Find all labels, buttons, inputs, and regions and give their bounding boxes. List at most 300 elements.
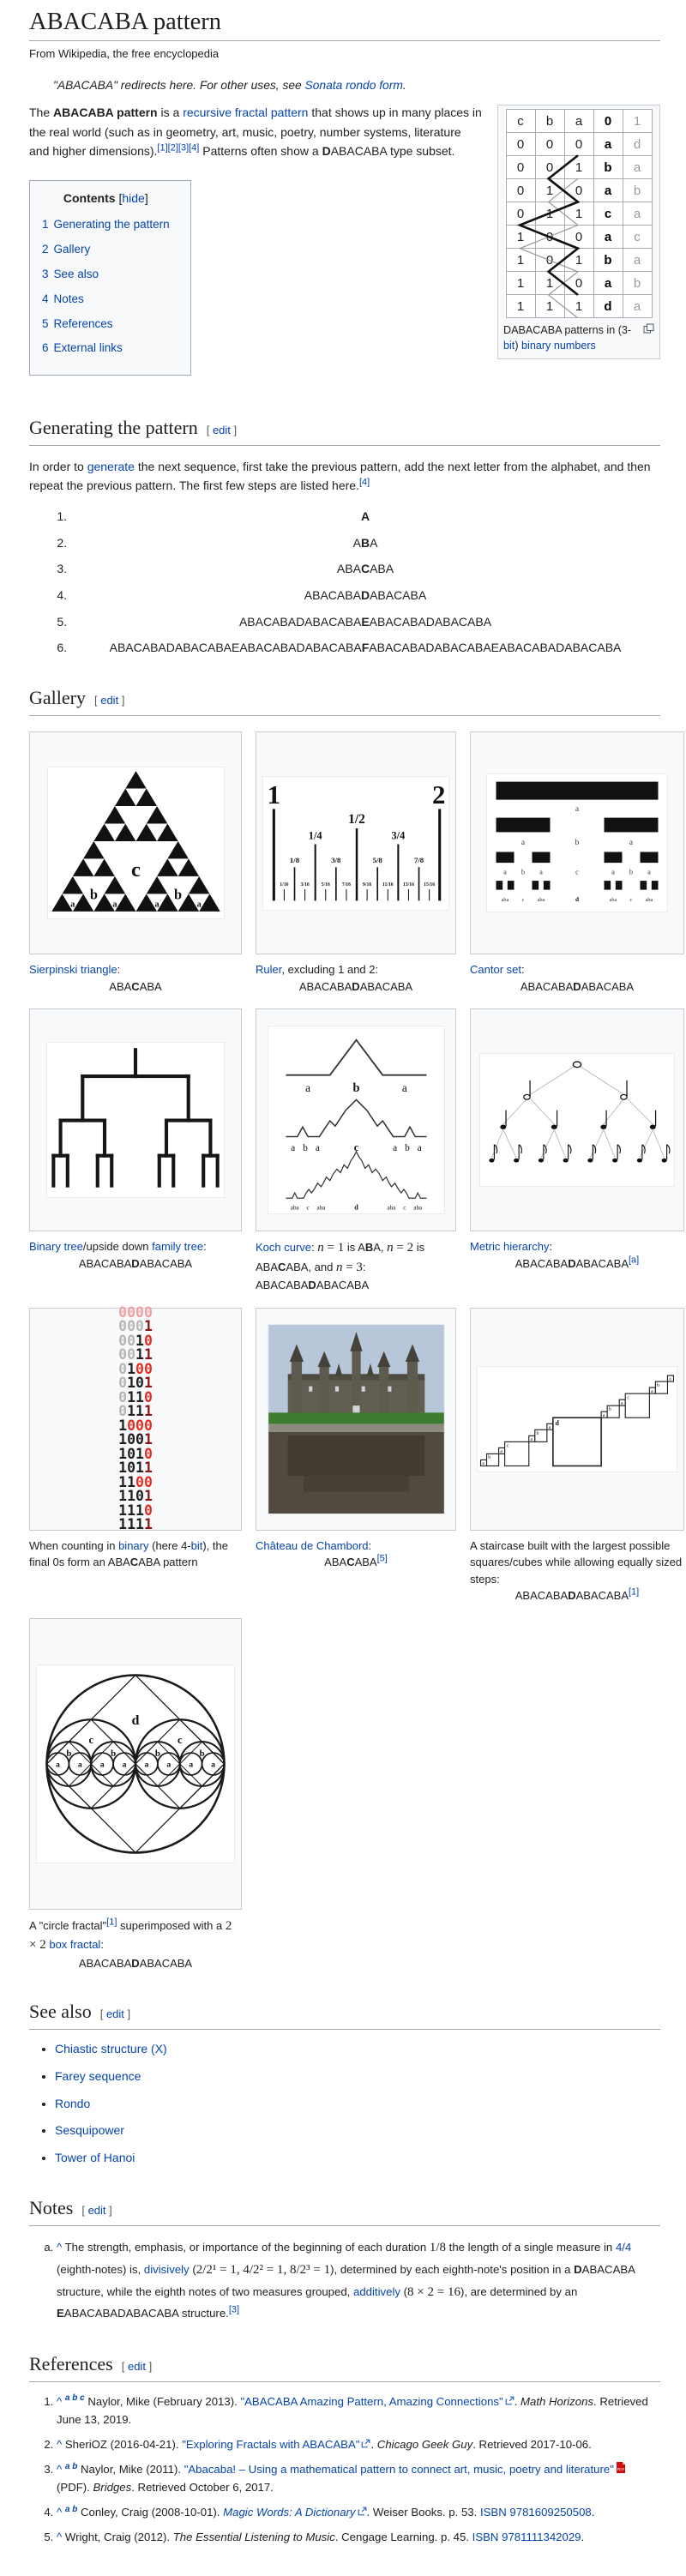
binary-digit: 0 <box>127 1445 135 1462</box>
text-run: When counting in <box>29 1538 119 1552</box>
gallery-item <box>256 731 456 995</box>
figure-label: a <box>539 868 543 876</box>
gallery-image-frame[interactable] <box>256 1008 456 1231</box>
ref-marker[interactable] <box>178 143 189 153</box>
figure-label: a <box>290 1142 295 1153</box>
binary-digit: 0 <box>143 1473 153 1490</box>
table-cell: d <box>623 133 652 156</box>
text-run: A "circle fractal" <box>29 1918 107 1932</box>
ref-link[interactable]: [4] <box>189 142 200 153</box>
toc-item-notes[interactable] <box>42 291 170 309</box>
figure-label: c <box>629 897 633 904</box>
magnify-icon[interactable] <box>643 323 654 339</box>
ref-link[interactable]: [4] <box>358 477 370 488</box>
text-run: C <box>346 1556 355 1569</box>
figure-label: a <box>211 1760 216 1770</box>
gallery-caption <box>470 1538 684 1604</box>
table-cell: a <box>623 249 652 272</box>
binary-digit: 1 <box>135 1388 144 1405</box>
figure-label: 1/4 <box>308 828 322 841</box>
toc-hide-link[interactable]: hide <box>122 191 145 206</box>
wiki-link[interactable]: ISBN <box>472 2531 499 2544</box>
wiki-link[interactable]: binary numbers <box>521 339 596 352</box>
edit-link[interactable]: edit <box>105 2007 124 2021</box>
text-run: C <box>131 979 140 993</box>
figure-label: c <box>506 1443 509 1449</box>
figure-label: a <box>629 839 634 848</box>
text-run: Chicago Geek Guy <box>376 2437 473 2451</box>
text-run: . <box>581 2531 585 2544</box>
section-heading-see-also: See also [ edit ] <box>29 1997 660 2030</box>
ref-link[interactable]: [1] <box>629 1586 640 1598</box>
figure-label: a <box>392 1142 397 1153</box>
text-run: ABACABA <box>139 1956 193 1970</box>
wiki-link[interactable]: ^ <box>57 2394 63 2408</box>
wiki-link[interactable]: Metric hierarchy <box>470 1240 550 1254</box>
table-cell: 1 <box>623 110 652 133</box>
wiki-link[interactable]: Binary tree <box>29 1240 83 1254</box>
gallery-image-frame[interactable] <box>256 1308 456 1531</box>
ruler-figure[interactable] <box>263 777 448 910</box>
ref-marker[interactable] <box>106 1917 117 1927</box>
text-run: D <box>352 979 360 993</box>
wiki-link[interactable]: bit <box>190 1538 203 1552</box>
text-run: = 3 <box>342 1260 363 1274</box>
figure-label: b <box>66 1748 72 1759</box>
wiki-link[interactable]: additively <box>353 2285 400 2299</box>
binary-digit: 1 <box>143 1318 153 1335</box>
text-run: 8 × 2 = 16 <box>407 2285 460 2300</box>
text-run: : <box>521 963 525 977</box>
table-cell: b <box>623 179 652 202</box>
wiki-link[interactable]: "Exploring Fractals with ABACABA" <box>182 2438 370 2451</box>
text-run: E <box>57 2307 64 2320</box>
figure-label: aba <box>609 897 617 904</box>
ref-marker[interactable] <box>168 143 178 153</box>
text-run: ABA pattern <box>138 1556 198 1569</box>
figure-label: b <box>521 868 526 876</box>
gallery-image-frame[interactable] <box>470 1308 684 1531</box>
wiki-link[interactable]: Sesquipower <box>55 2123 124 2138</box>
wiki-link[interactable]: ^ <box>57 2531 63 2544</box>
list-item <box>55 2149 660 2168</box>
text-run: 2/2¹ = 1, 4/2² = 1, 8/2³ = 1 <box>196 2262 331 2277</box>
text-run: is a <box>157 105 184 120</box>
text-run: ABACABA <box>575 1256 629 1270</box>
binary-digit: 1 <box>143 1375 153 1392</box>
wiki-link[interactable]: 9781111342029 <box>502 2531 581 2544</box>
text-run: Naylor, Mike (2011). <box>77 2463 184 2476</box>
figure-label: a <box>482 1460 484 1466</box>
text-run: superimposed with a <box>117 1918 226 1932</box>
text-run: ABACABADABACABA <box>369 614 492 629</box>
wiki-link[interactable]: ^ <box>57 2463 63 2476</box>
wiki-link[interactable]: Cantor set <box>470 963 521 977</box>
toc-link[interactable]: 3 See also <box>42 267 99 280</box>
toc-link[interactable]: 5 References <box>42 316 113 330</box>
figure-label: a <box>401 1081 407 1095</box>
figure-label: aba <box>645 897 653 904</box>
figure-label: 1/8 <box>289 855 300 864</box>
figure-label: 11/16 <box>382 882 394 888</box>
binary-digit: 0 <box>127 1417 135 1434</box>
text-run: In order to <box>29 460 87 474</box>
text-run: D <box>131 1256 140 1270</box>
notes-list <box>29 2236 660 2324</box>
references-list <box>29 2392 660 2547</box>
infobox <box>497 105 660 359</box>
binary-tree-figure[interactable] <box>47 1043 224 1197</box>
cantor-set-figure[interactable] <box>487 774 667 912</box>
ref-link[interactable]: [3] <box>178 142 190 153</box>
binary-table-figure[interactable] <box>505 109 653 318</box>
ref-marker[interactable] <box>189 143 199 153</box>
figure-label: c <box>88 1733 94 1746</box>
gallery-caption <box>29 1538 242 1571</box>
toc-item-references[interactable] <box>42 316 170 334</box>
text-run: E <box>361 614 370 629</box>
binary-digit: 1 <box>118 1473 128 1490</box>
edit-link[interactable]: edit <box>87 2203 106 2217</box>
text-run: the length of a single measure in <box>446 2240 616 2254</box>
figure-label: a <box>602 1412 605 1418</box>
text-run: ABACABA <box>298 979 352 993</box>
gallery-item <box>470 1308 684 1604</box>
figure-label: c <box>130 858 141 882</box>
wiki-link[interactable]: Farey sequence <box>55 2068 141 2083</box>
backref-letters[interactable]: a b <box>64 2461 78 2471</box>
text-run: n <box>335 1260 343 1274</box>
wiki-link[interactable]: Château de Chambord <box>256 1538 369 1552</box>
figure-label: a <box>111 900 117 910</box>
gallery-image-frame[interactable] <box>29 1008 242 1231</box>
ref-marker[interactable] <box>359 478 370 488</box>
sequence-step <box>70 639 660 658</box>
text-run: A staircase built with the largest possible squares/cubes while allowing equally sized steps: <box>470 1538 683 1586</box>
figure-label: c <box>627 1394 629 1400</box>
gallery-image-frame[interactable] <box>256 731 456 954</box>
text-run: Wright, Craig (2012). <box>62 2531 173 2544</box>
toc-item-external-links[interactable] <box>42 340 170 358</box>
text-run: C <box>129 1556 139 1569</box>
wiki-link[interactable]: 4/4 <box>615 2240 632 2254</box>
ref-link[interactable]: [2] <box>167 142 178 153</box>
chateau-photo[interactable] <box>268 1325 444 1514</box>
hatnote <box>29 76 660 94</box>
text-run: (PDF). <box>57 2481 93 2495</box>
wiki-link[interactable]: Magic Words: A Dictionary <box>223 2506 366 2519</box>
figure-label: b <box>536 1430 539 1436</box>
text-run: ), the final 0s form an ABA <box>29 1538 228 1569</box>
figure-label: b <box>657 1382 660 1388</box>
binary-digit: 0 <box>143 1388 153 1405</box>
toc-item-see-also[interactable] <box>42 266 170 284</box>
text-run: : ABACABA <box>256 1260 366 1292</box>
table-cell: b <box>623 272 652 295</box>
table-cell: 1 <box>564 249 593 272</box>
bracket: [ <box>118 191 123 206</box>
figure-label: 1/2 <box>348 811 365 827</box>
toc-link[interactable]: 4 Notes <box>42 292 84 305</box>
text-run: (eighth-notes) is, <box>57 2262 144 2276</box>
binary-digit: 0 <box>118 1388 128 1405</box>
text-run: : <box>311 1241 318 1255</box>
text-run: . Retrieved June 13, 2019. <box>57 2394 648 2426</box>
table-cell: a <box>623 295 652 318</box>
text-run: . Retrieved 2017-10-06. <box>472 2437 592 2451</box>
gallery-image-frame[interactable] <box>29 731 242 954</box>
text-run: 1/8 <box>429 2240 446 2254</box>
figure-label: 1 <box>267 779 281 810</box>
binary-digit: 1 <box>135 1502 144 1519</box>
wiki-link[interactable]: recursive fractal pattern <box>183 105 309 120</box>
wiki-link[interactable]: generate <box>87 460 135 474</box>
text-run: . <box>402 78 406 92</box>
text-run: , excluding 1 and 2: <box>281 963 379 977</box>
toc-item-generating[interactable] <box>42 216 170 234</box>
wiki-link[interactable]: binary <box>118 1538 149 1552</box>
wiki-link[interactable]: Ruler <box>256 963 282 977</box>
table-cell: 0 <box>564 226 593 249</box>
reference-item <box>57 2435 660 2453</box>
wiki-link[interactable]: Sonata rondo form <box>304 78 403 92</box>
binary-digit: 1 <box>118 1488 128 1505</box>
wiki-link[interactable]: Sierpinski triangle <box>29 963 117 977</box>
table-cell: 1 <box>506 226 535 249</box>
wiki-link[interactable]: Chiastic structure (X) <box>55 2042 167 2056</box>
text-run: 2 × 2 <box>29 1918 232 1953</box>
text-run: B <box>364 1241 374 1255</box>
toc-link[interactable]: 2 Gallery <box>42 242 91 256</box>
wiki-link[interactable]: ^ <box>57 2506 63 2519</box>
text-run: . <box>591 2506 595 2519</box>
toc-list <box>42 216 170 358</box>
binary-digit: 1 <box>118 1417 128 1434</box>
text-run: is ABA <box>256 1241 425 1273</box>
figure-label: a <box>620 1400 623 1406</box>
wiki-link[interactable]: ^ <box>57 2437 63 2451</box>
toc-item-gallery[interactable] <box>42 241 170 259</box>
binary-digit: 1 <box>127 1473 135 1490</box>
staircase-figure[interactable] <box>478 1367 677 1472</box>
text-run: ABA <box>370 562 394 576</box>
text-run: ABACABA structure, while the eighth notes of two measures grouped, <box>57 2262 635 2299</box>
reference-item <box>57 2392 660 2429</box>
text-run: ABACABA <box>514 1589 569 1603</box>
ref-marker[interactable] <box>65 2392 85 2403</box>
text-run: ABA <box>109 979 132 993</box>
figure-label: d <box>575 895 580 904</box>
binary-digit: 1 <box>135 1445 144 1462</box>
ref-marker[interactable] <box>629 1587 639 1598</box>
wiki-link[interactable]: box fractal <box>49 1938 101 1952</box>
figure-label: d <box>353 1203 358 1212</box>
figure-label: b <box>608 1406 611 1412</box>
figure-label: a <box>669 1376 671 1382</box>
figure-label: 15/16 <box>424 882 436 888</box>
text-run: ABA <box>354 1556 377 1569</box>
external-link-icon <box>356 2506 367 2519</box>
table-cell: b <box>593 249 623 272</box>
figure-label: c <box>402 1204 406 1212</box>
wiki-link[interactable]: ^ <box>57 2240 63 2254</box>
wiki-link[interactable]: ISBN <box>479 2506 507 2519</box>
ref-link[interactable]: [5] <box>376 1553 388 1564</box>
text-run: ABACABA type subset. <box>330 144 455 159</box>
edit-link[interactable]: edit <box>127 2359 146 2373</box>
sequence-step <box>70 534 660 553</box>
wiki-link[interactable]: Tower of Hanoi <box>55 2150 135 2164</box>
figure-label: a <box>69 900 75 910</box>
binary-digit: 0 <box>135 1488 144 1505</box>
binary-digit: 0 <box>135 1473 144 1490</box>
svg-text:PDF: PDF <box>617 2467 624 2471</box>
figure-label: c <box>521 897 525 904</box>
gallery-item <box>470 1008 684 1294</box>
figure-label: a <box>196 900 202 910</box>
text-run: ABACABA <box>316 1279 370 1292</box>
figure-label: a <box>122 1760 127 1770</box>
toc-link[interactable]: 1 Generating the pattern <box>42 217 170 231</box>
binary-digit: 0 <box>127 1460 135 1477</box>
table-cell: a <box>593 179 623 202</box>
wiki-link[interactable]: family tree <box>152 1240 204 1254</box>
gallery-caption <box>256 961 456 995</box>
figure-label: c <box>353 1141 358 1153</box>
text-run: ABA, and <box>286 1260 336 1273</box>
binary-digit: 1 <box>135 1346 144 1363</box>
wiki-link[interactable]: "ABACABA Amazing Pattern, Amazing Connections" <box>240 2395 514 2408</box>
gallery-image-frame[interactable] <box>29 1618 242 1910</box>
figure-label: aba <box>290 1204 299 1212</box>
koch-curve-figure[interactable] <box>268 1026 444 1213</box>
binary-digit: 0 <box>118 1346 128 1363</box>
text-run: the next sequence, first take the previous pattern, add the next letter from the alphabet, and then repeat the previous pattern. The first few steps are listed here. <box>29 460 651 493</box>
sequence-step <box>70 613 660 632</box>
table-cell: 1 <box>535 179 564 202</box>
binary-digit: 0 <box>143 1360 153 1377</box>
generating-paragraph <box>29 458 660 495</box>
gallery-image-frame[interactable] <box>470 731 684 954</box>
ref-marker[interactable] <box>65 2504 77 2514</box>
text-run: D <box>322 144 331 159</box>
binary-digit: 0 <box>143 1332 153 1349</box>
text-run: Math Horizons <box>521 2394 594 2408</box>
ref-marker[interactable] <box>629 1255 639 1265</box>
sequence-step <box>70 560 660 579</box>
binary-digit: 1 <box>118 1502 128 1519</box>
text-run: ABACABA <box>581 979 635 993</box>
section-heading-notes: Notes [ edit ] <box>29 2194 660 2226</box>
figure-label: 1/16 <box>280 882 289 888</box>
gallery-item <box>470 731 684 995</box>
edit-link[interactable]: edit <box>212 424 231 437</box>
ref-link[interactable]: [3] <box>228 2305 240 2316</box>
metric-hierarchy-figure[interactable] <box>480 1054 674 1186</box>
wiki-link[interactable]: Rondo <box>55 2096 91 2110</box>
gallery-image-frame[interactable] <box>470 1008 684 1231</box>
backref-letters[interactable]: a b <box>64 2504 78 2514</box>
text-run: ABACABA <box>78 1256 132 1270</box>
text-run: SheriOZ (2016-04-21). <box>62 2437 183 2451</box>
ref-link[interactable]: [1] <box>157 142 168 153</box>
text-run: A <box>370 535 378 550</box>
gallery-caption <box>470 961 684 995</box>
text-run: D <box>131 1956 140 1970</box>
wiki-link[interactable]: "Abacaba! – Using a mathematical pattern to connect art, music, poetry and literature" <box>184 2463 614 2476</box>
list-item <box>55 2067 660 2086</box>
text-run: (here 4- <box>148 1538 191 1552</box>
backref-letters[interactable]: a b c <box>64 2393 85 2404</box>
text-run: is A <box>344 1241 365 1255</box>
binary-digit: 1 <box>143 1431 153 1448</box>
wiki-link[interactable]: 9781609250508 <box>509 2506 592 2519</box>
wiki-link[interactable]: bit <box>503 339 515 352</box>
circle-fractal-figure[interactable] <box>37 1665 234 1863</box>
binary-digit: 1 <box>127 1403 135 1420</box>
text-run: A <box>352 535 361 550</box>
binary-digit: 0 <box>127 1332 135 1349</box>
gallery-image-frame[interactable] <box>29 1303 242 1533</box>
gallery-caption <box>29 1238 242 1272</box>
table-cell: 1 <box>564 202 593 226</box>
table-cell: a <box>593 133 623 156</box>
sequence-step <box>70 508 660 527</box>
figure-label: b <box>154 1748 160 1759</box>
ref-link[interactable]: [1] <box>106 1917 117 1928</box>
figure-label: c <box>177 1733 183 1746</box>
binary-digit: 1 <box>127 1502 135 1519</box>
pdf-icon <box>614 2463 626 2476</box>
figure-label: a <box>77 1760 82 1770</box>
text-run: Bridges <box>93 2481 132 2495</box>
edit-link[interactable]: edit <box>100 693 119 707</box>
figure-label: a <box>651 1388 653 1394</box>
binary-digit: 0 <box>127 1431 135 1448</box>
text-run: ABACABADABACABAEABACABADABACABA <box>369 641 622 655</box>
table-cell: a <box>593 272 623 295</box>
text-run: . <box>370 2437 377 2451</box>
table-cell: 0 <box>506 179 535 202</box>
bracket: ] <box>144 191 148 206</box>
wiki-link[interactable]: divisively <box>143 2262 190 2276</box>
binary-counting-figure[interactable] <box>118 1303 153 1533</box>
ref-marker[interactable] <box>377 1554 388 1564</box>
figure-label: aba <box>387 1204 395 1212</box>
figure-label: b <box>352 1081 359 1096</box>
text-run: C <box>278 1260 286 1273</box>
table-cell: 0 <box>535 133 564 156</box>
binary-digit: 0 <box>118 1403 128 1420</box>
ref-marker[interactable] <box>65 2461 77 2471</box>
binary-digit: 1 <box>118 1431 128 1448</box>
text-run: /upside down <box>82 1240 153 1254</box>
toc-link[interactable]: 6 External links <box>42 341 123 355</box>
text-run: ABA <box>324 1556 347 1569</box>
binary-digit: 1 <box>127 1360 135 1377</box>
ref-link[interactable]: [a] <box>629 1255 640 1266</box>
ref-marker[interactable] <box>157 143 167 153</box>
binary-digit: 0 <box>118 1360 128 1377</box>
sequence-step <box>70 587 660 605</box>
figure-label: d <box>555 1418 559 1427</box>
text-run: n <box>317 1241 324 1255</box>
sierpinski-triangle-figure[interactable] <box>48 767 224 918</box>
see-also-list <box>29 2040 660 2167</box>
binary-digit: 1 <box>127 1388 135 1405</box>
ref-marker[interactable] <box>229 2305 239 2315</box>
wiki-link[interactable]: Koch curve <box>256 1241 312 1255</box>
